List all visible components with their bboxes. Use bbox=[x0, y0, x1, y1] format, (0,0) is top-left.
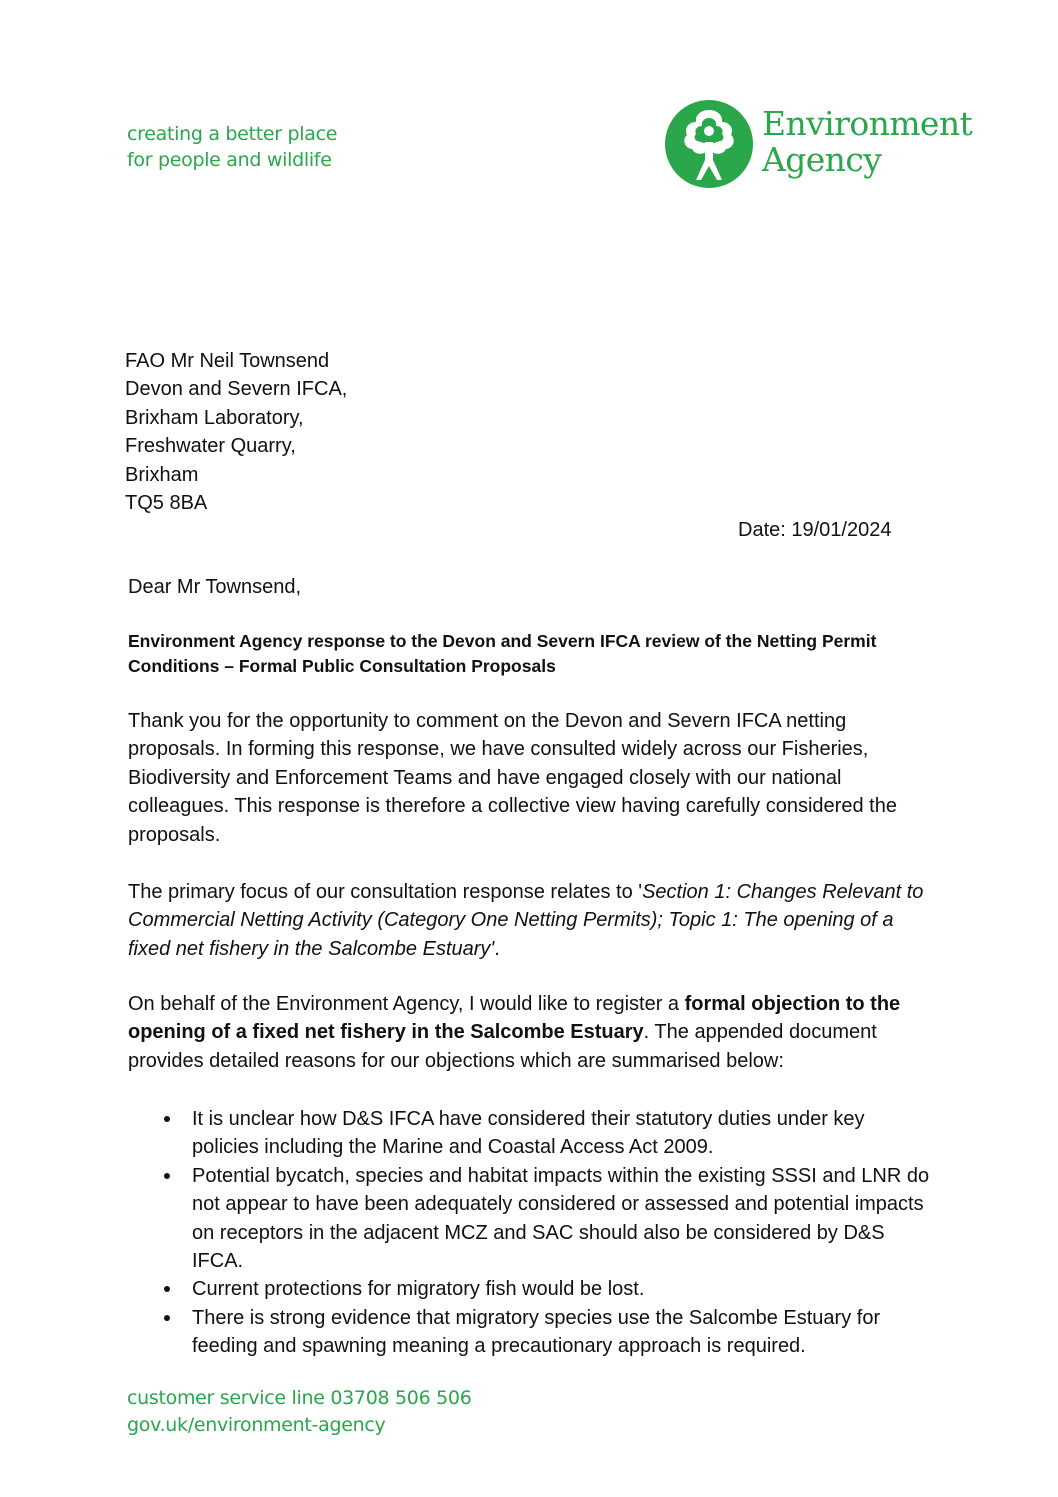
bullet-icon bbox=[164, 1315, 170, 1321]
paragraph-intro: Thank you for the opportunity to comment on the Devon and Severn IFCA netting proposals. In forming this response, we have consulted widely across our Fisheries, Biodiversity and Enforcement Teams and have engaged closely with our national colleagues. This response is therefore a collective view having carefully considered the proposals. bbox=[128, 710, 897, 846]
address-line: Brixham bbox=[125, 463, 199, 486]
address-line: FAO Mr Neil Townsend bbox=[125, 350, 330, 372]
list-item bbox=[128, 1105, 933, 1162]
list-item-text: It is unclear how D&S IFCA have considered their statutory duties under key policies including the Marine and Coastal Access Act 2009. bbox=[192, 1108, 865, 1159]
recipient-address bbox=[125, 347, 347, 517]
objection-summary-list bbox=[128, 1105, 933, 1361]
letter-date: Date: 19/01/2024 bbox=[738, 519, 892, 541]
paragraph-objection-lead: On behalf of the Environment Agency, I would like to register a bbox=[128, 993, 685, 1015]
tree-person-logo-icon bbox=[664, 98, 754, 190]
bullet-icon bbox=[164, 1286, 170, 1292]
footer bbox=[127, 1385, 472, 1439]
tagline-line-1: creating a better place bbox=[127, 123, 338, 145]
list-item-text: There is strong evidence that migratory species use the Salcombe Estuary for feeding and spawning meaning a precautionary approach is required. bbox=[192, 1306, 881, 1358]
logo-wordmark bbox=[762, 106, 972, 178]
tagline-line-2: for people and wildlife bbox=[127, 149, 332, 171]
address-line: Devon and Severn IFCA, bbox=[125, 378, 348, 401]
logo-line-2: Agency bbox=[762, 140, 882, 179]
paragraph-focus-tail: . bbox=[494, 937, 500, 960]
list-item-text: Potential bycatch, species and habitat impacts within the existing SSSI and LNR do not appear to have been adequately considered or assessed and potential impacts on receptors in the adjacent MCZ and SAC should also be considered by D&S IFCA. bbox=[192, 1164, 930, 1273]
address-line: TQ5 8BA bbox=[125, 492, 208, 515]
bullet-icon bbox=[164, 1173, 170, 1179]
logo-line-1: Environment bbox=[762, 104, 973, 143]
paragraph-objection bbox=[128, 990, 933, 1075]
list-item bbox=[128, 1162, 933, 1276]
paragraph-focus bbox=[128, 878, 933, 963]
list-item-text: Current protections for migratory fish would be lost. bbox=[192, 1278, 645, 1301]
paragraph-objection-tail: . The appended document provides detailed reasons for our objections which are summarised below: bbox=[128, 1021, 877, 1072]
subject-heading: Environment Agency response to the Devon and Severn IFCA review of the Netting Permit Conditions – Formal Public Consultation Proposals bbox=[128, 631, 877, 676]
address-line: Freshwater Quarry, bbox=[125, 435, 296, 458]
website-link[interactable]: gov.uk/environment-agency bbox=[127, 1414, 386, 1436]
paragraph-focus-italic: Section 1: Changes Relevant to Commercial Netting Activity (Category One Netting Permits); Topic 1: The opening of a fixed net fishery in the Salcombe Estuary' bbox=[128, 881, 924, 960]
paragraph-focus-lead: The primary focus of our consultation response relates to ' bbox=[128, 881, 643, 903]
environment-agency-logo bbox=[664, 98, 994, 193]
address-line: Brixham Laboratory, bbox=[125, 406, 304, 429]
customer-service-line: customer service line 03708 506 506 bbox=[127, 1387, 472, 1409]
salutation: Dear Mr Townsend, bbox=[128, 576, 302, 598]
list-item bbox=[128, 1304, 933, 1361]
tagline bbox=[127, 121, 337, 173]
bullet-icon bbox=[164, 1116, 170, 1122]
list-item bbox=[128, 1275, 933, 1303]
paragraph-objection-bold: formal objection to the opening of a fixed net fishery in the Salcombe Estuary bbox=[128, 993, 901, 1044]
